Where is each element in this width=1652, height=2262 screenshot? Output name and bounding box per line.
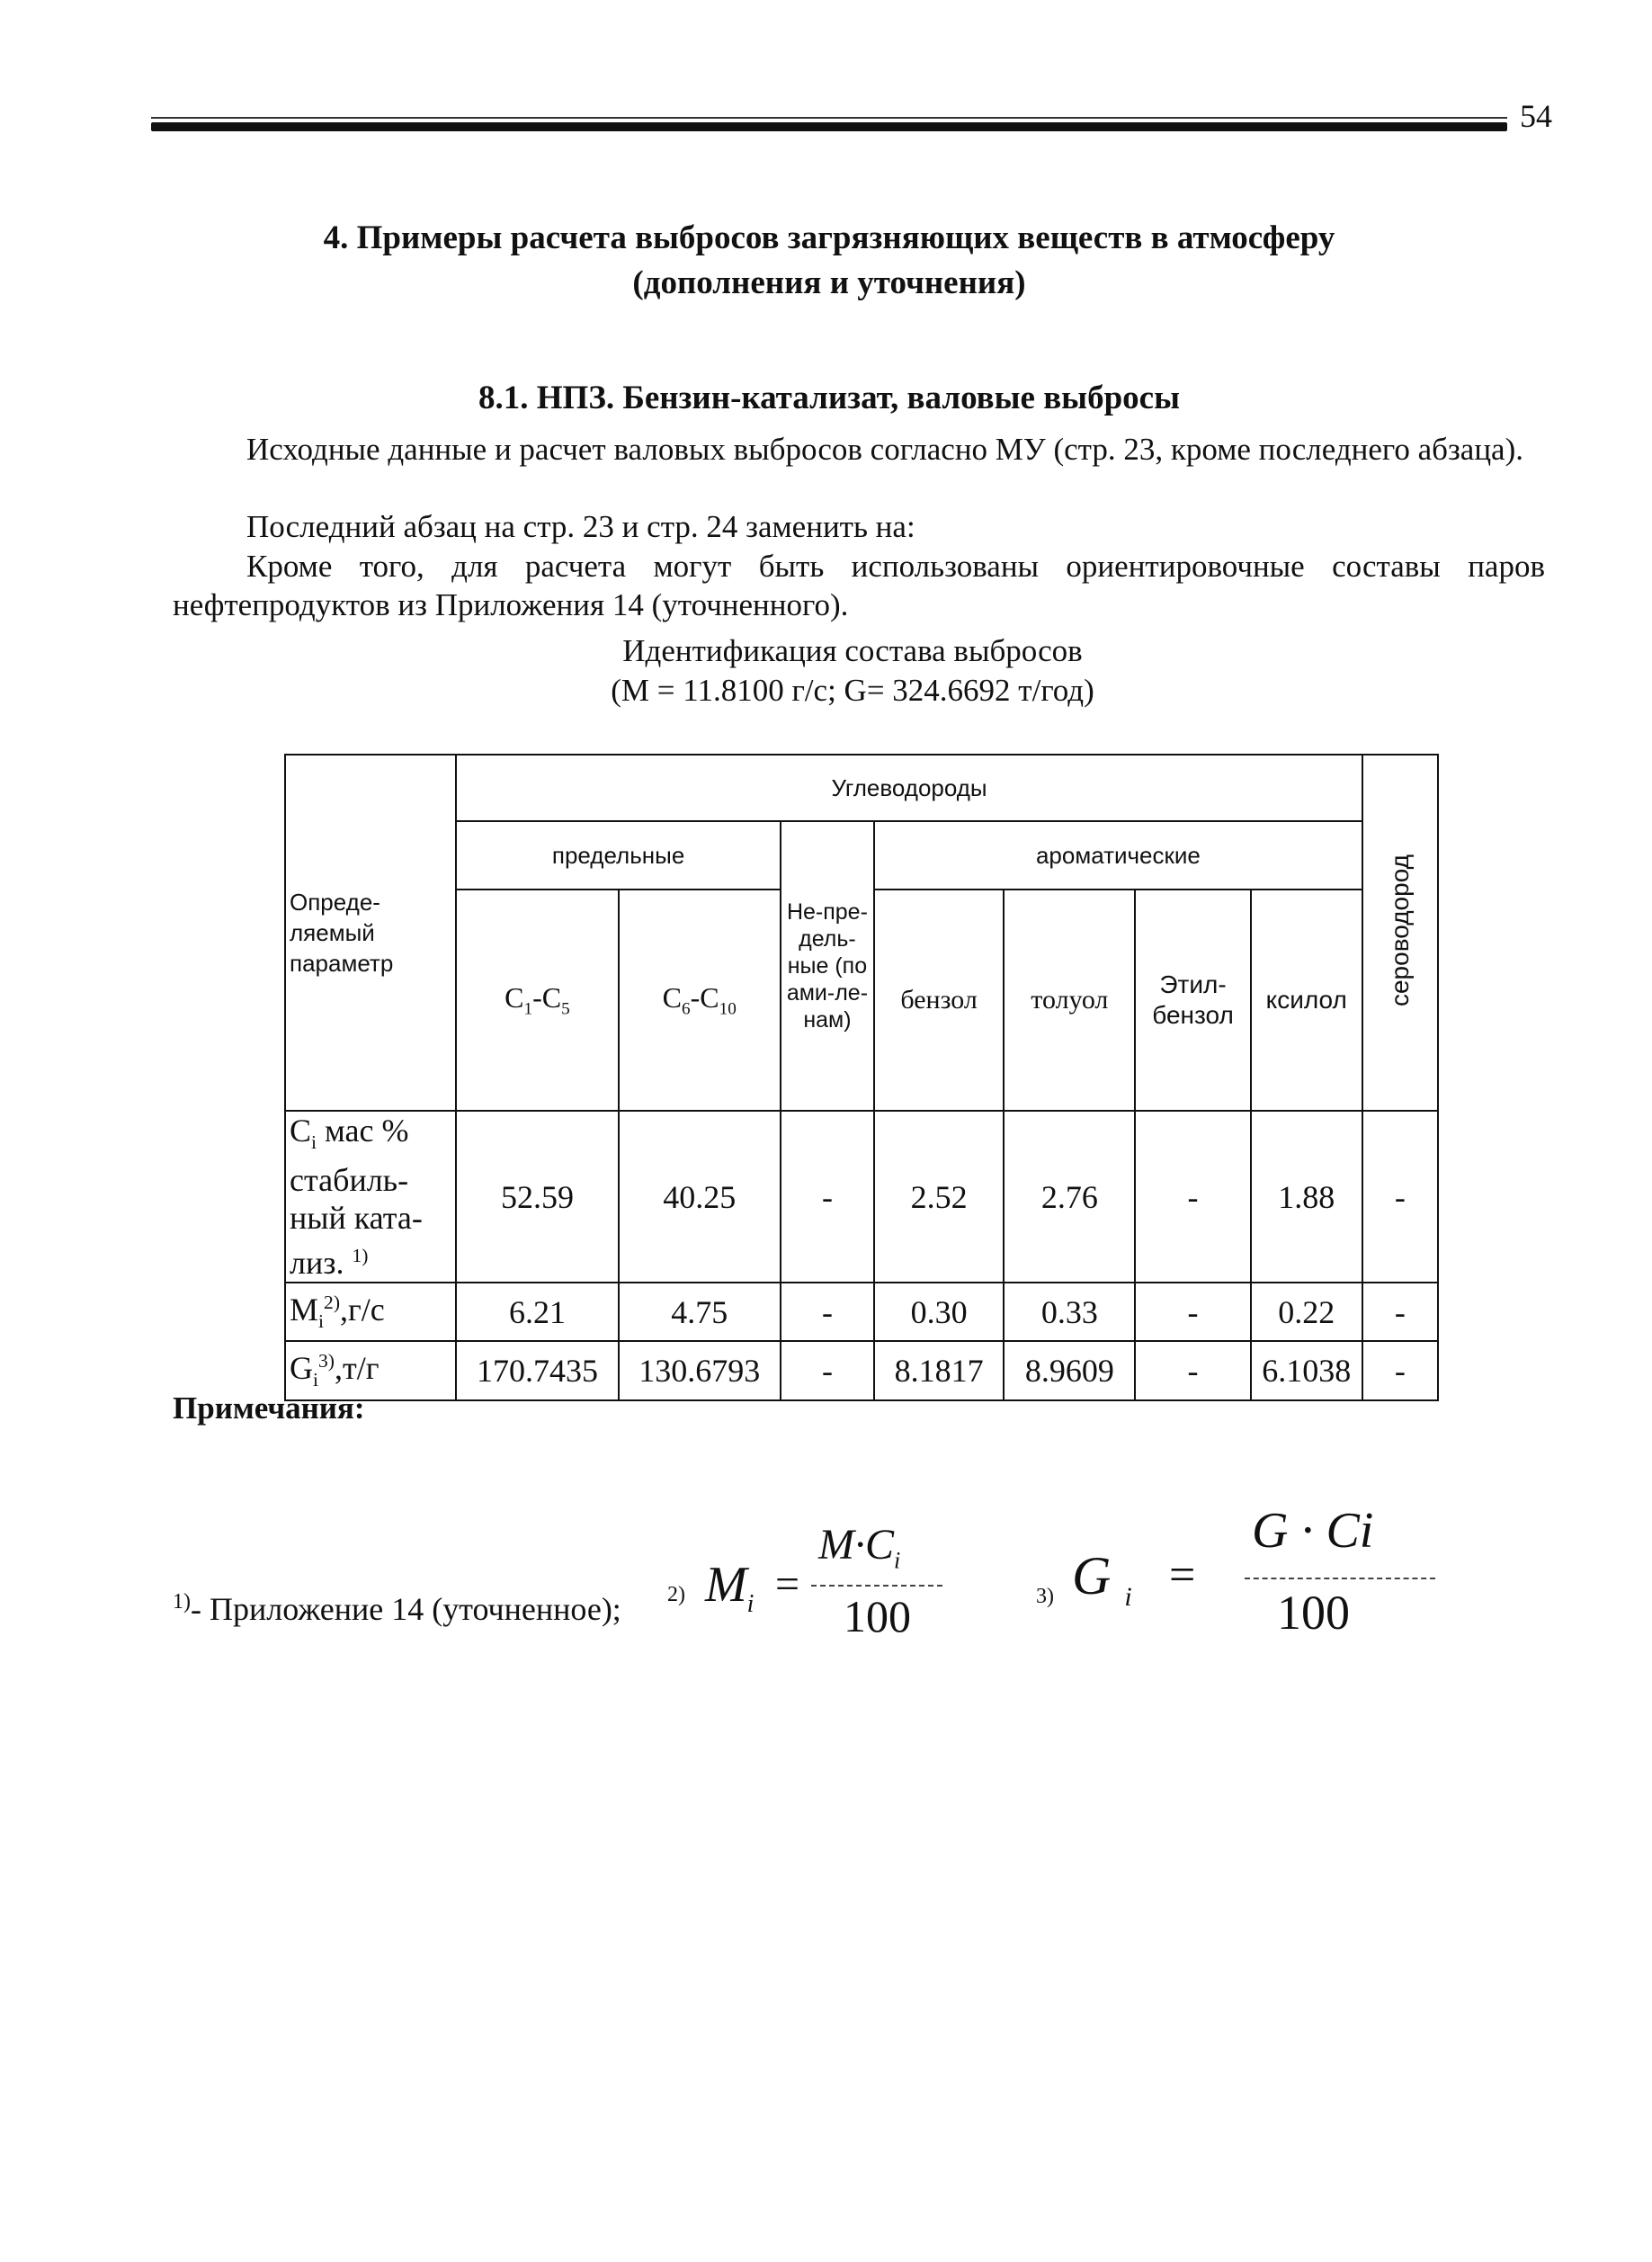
cell: - xyxy=(781,1283,874,1341)
cell: 6.21 xyxy=(456,1283,618,1341)
row-label: $C_i$ мас % стабиль-ный ката-лиз. $^{1)}$ xyxy=(285,1111,456,1283)
note-1-text: - Приложение 14 (уточненное); xyxy=(191,1591,621,1627)
col-xylene: ксилол xyxy=(1251,890,1362,1111)
saturated-header: предельные xyxy=(456,821,781,890)
cell: - xyxy=(1135,1341,1250,1399)
chapter-title-line1: 4. Примеры расчета выбросов загрязняющих веществ в атмосферу xyxy=(323,219,1335,256)
header-rule xyxy=(151,122,1507,131)
row-label: $G_i^{3)},т/г$ xyxy=(285,1341,456,1399)
paragraph-1: Исходные данные и расчет валовых выбросов согласно МУ (стр. 23, кроме последнего абзаца). xyxy=(246,432,1523,467)
notes-title: Примечания: xyxy=(173,1390,365,1426)
param-header: Опреде-ляемый параметр xyxy=(285,755,456,1111)
aromatic-header: ароматические xyxy=(874,821,1362,890)
formula-2-fraction-bar xyxy=(811,1585,942,1587)
page-number: 54 xyxy=(1520,98,1552,134)
h2s-header: сероводород xyxy=(1362,755,1438,1111)
col-ethylbenzene: Этил-бензол xyxy=(1135,890,1250,1111)
table-row xyxy=(285,1341,1438,1399)
cell: 170.7435 xyxy=(456,1341,618,1399)
formula-2-denominator: 100 xyxy=(844,1591,911,1641)
note-2-marker: 2) xyxy=(667,1583,685,1606)
formula-3-lhs: G $_i$ xyxy=(1072,1546,1132,1612)
cell: - xyxy=(781,1111,874,1283)
cell: 0.33 xyxy=(1004,1283,1135,1341)
paragraph-3: Кроме того, для расчета могут быть использованы ориентировочные составы паров нефтепродуктов из Приложения 14 (уточненного). xyxy=(173,549,1545,622)
formula-2-lhs: $M_i$ xyxy=(705,1557,755,1619)
cell: 8.1817 xyxy=(874,1341,1004,1399)
note-1-marker: 1) xyxy=(173,1590,191,1614)
col-benzene: бензол xyxy=(874,890,1004,1111)
formula-2-eq: = xyxy=(775,1560,800,1608)
cell: - xyxy=(1135,1283,1250,1341)
chapter-title-line2: (дополнения и уточнения) xyxy=(632,264,1026,301)
hydrocarbons-header: Углеводороды xyxy=(456,755,1362,821)
cell: 6.1038 xyxy=(1251,1341,1362,1399)
cell: 2.52 xyxy=(874,1111,1004,1283)
cell: - xyxy=(1362,1341,1438,1399)
col-c6-c10: $C_6-C_{10}$ xyxy=(619,890,781,1111)
row-label: $M_i^{2)},г/с$ xyxy=(285,1283,456,1341)
unsaturated-header: Не-пре-дель-ные (по ами-ле-нам) xyxy=(781,821,874,1111)
cell: 2.76 xyxy=(1004,1111,1135,1283)
col-c1-c5: $C_1-C_5$ xyxy=(456,890,618,1111)
cell: 40.25 xyxy=(619,1111,781,1283)
cell: - xyxy=(781,1341,874,1399)
cell: 0.22 xyxy=(1251,1283,1362,1341)
cell: - xyxy=(1362,1283,1438,1341)
formula-2-numerator: $M\cdot C_i$ xyxy=(818,1521,901,1574)
table-caption-line1: Идентификация состава выбросов xyxy=(622,633,1083,668)
emissions-table xyxy=(284,754,1439,1401)
formula-3-numerator: G · Ci xyxy=(1252,1503,1374,1559)
cell: 1.88 xyxy=(1251,1111,1362,1283)
note-1 xyxy=(173,1590,621,1628)
cell: 0.30 xyxy=(874,1283,1004,1341)
table-row xyxy=(285,1111,1438,1283)
cell: - xyxy=(1135,1111,1250,1283)
cell: - xyxy=(1362,1111,1438,1283)
col-toluene: толуол xyxy=(1004,890,1135,1111)
section-title: 8.1. НПЗ. Бензин-катализат, валовые выбросы xyxy=(478,380,1180,416)
cell: 4.75 xyxy=(619,1283,781,1341)
cell: 130.6793 xyxy=(619,1341,781,1399)
formula-3-fraction-bar xyxy=(1245,1578,1435,1579)
paragraph-2: Последний абзац на стр. 23 и стр. 24 заменить на: xyxy=(246,509,915,544)
table-row xyxy=(285,1283,1438,1341)
table-caption-line2: (М = 11.8100 г/с; G= 324.6692 т/год) xyxy=(611,673,1094,708)
formula-3-denominator: 100 xyxy=(1277,1586,1350,1640)
cell: 8.9609 xyxy=(1004,1341,1135,1399)
cell: 52.59 xyxy=(456,1111,618,1283)
formula-3-eq: = xyxy=(1169,1550,1196,1601)
note-3-marker: 3) xyxy=(1036,1585,1054,1608)
